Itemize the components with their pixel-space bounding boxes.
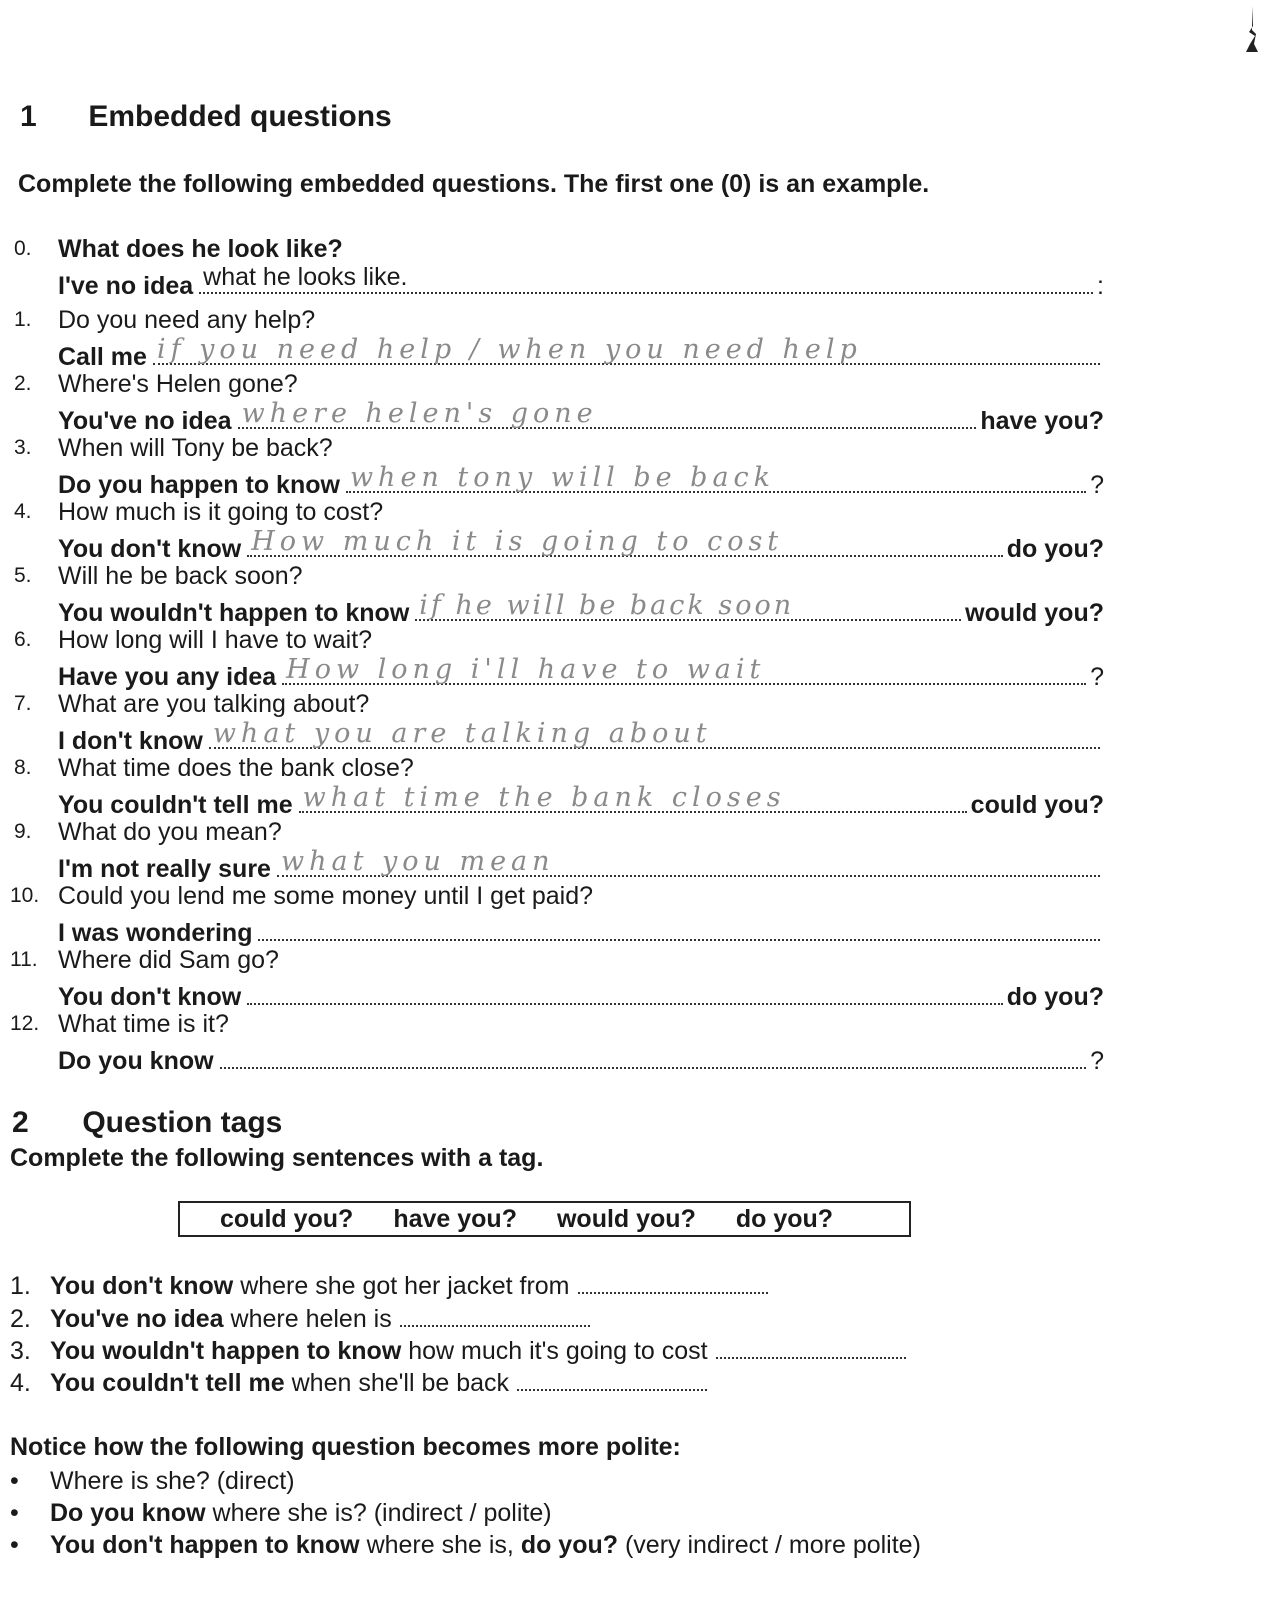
item-tail: do you? xyxy=(1006,535,1104,563)
bullet-text: Where is she? (direct) xyxy=(50,1467,295,1495)
item-prompt: You wouldn't happen to know xyxy=(58,599,410,627)
section-2-instruction: Complete the following sentences with a tag. xyxy=(10,1144,544,1172)
item-prompt: Do you happen to know xyxy=(58,471,340,499)
item-number: 4. xyxy=(14,500,32,523)
exercise-item xyxy=(10,1010,1104,1076)
exercise-item xyxy=(10,946,1104,1012)
section-1-heading xyxy=(20,100,392,134)
exercise-item xyxy=(14,434,1104,500)
bullet-icon: • xyxy=(10,1467,19,1495)
handwritten-answer: what you mean xyxy=(280,846,555,877)
item-prompt: You don't know xyxy=(58,535,242,563)
item-question: Where's Helen gone? xyxy=(58,370,298,398)
exercise-item xyxy=(14,818,1104,884)
answer-blank[interactable] xyxy=(716,1337,906,1359)
item-prompt: I was wondering xyxy=(58,919,253,947)
item-question: Will he be back soon? xyxy=(58,562,303,590)
item-tail: ? xyxy=(1090,1047,1104,1075)
handwritten-answer: what time the bank closes xyxy=(302,782,786,813)
answer-blank[interactable] xyxy=(299,782,967,813)
exercise-item xyxy=(14,626,1104,692)
item-question: Do you need any help? xyxy=(58,306,316,334)
answer-blank[interactable] xyxy=(199,263,1093,294)
notice-heading: Notice how the following question becomes more polite: xyxy=(10,1433,681,1461)
section-1-title: Embedded questions xyxy=(88,100,392,133)
item-prompt: I don't know xyxy=(58,727,203,755)
section-1-number: 1 xyxy=(20,100,37,133)
scan-mark-icon xyxy=(1244,6,1260,52)
item-number: 3. xyxy=(10,1337,31,1365)
bullet-item xyxy=(10,1467,295,1496)
tag-exercise-item xyxy=(10,1305,590,1334)
answer-blank[interactable] xyxy=(517,1369,707,1391)
item-number: 8. xyxy=(14,756,32,779)
answer-blank[interactable] xyxy=(209,718,1100,749)
item-tail: have you? xyxy=(980,407,1104,435)
item-prompt: Call me xyxy=(58,343,147,371)
item-prompt: You couldn't tell me xyxy=(58,791,293,819)
item-prompt: I'm not really sure xyxy=(58,855,271,883)
item-question: What time does the bank close? xyxy=(58,754,414,782)
exercise-item xyxy=(14,754,1104,820)
tag-option: do you? xyxy=(735,1204,834,1233)
handwritten-answer: where helen's gone xyxy=(241,398,598,429)
exercise-item xyxy=(14,235,1104,301)
exercise-item xyxy=(14,498,1104,564)
item-number: 6. xyxy=(14,628,32,651)
item-question: What are you talking about? xyxy=(58,690,370,718)
exercise-item xyxy=(14,306,1104,372)
answer-blank[interactable] xyxy=(400,1305,590,1327)
item-number: 3. xyxy=(14,436,32,459)
answer-blank[interactable] xyxy=(247,978,1003,1005)
bullet-text: where she is, xyxy=(366,1531,514,1559)
bullet-icon: • xyxy=(10,1531,19,1559)
exercise-item xyxy=(14,562,1104,628)
bullet-text: where she is? (indirect / polite) xyxy=(212,1499,552,1527)
answer-blank[interactable] xyxy=(415,590,961,621)
item-number: 1. xyxy=(10,1272,31,1300)
tag-option: would you? xyxy=(556,1204,696,1233)
exercise-item xyxy=(10,882,1104,948)
answer-blank[interactable] xyxy=(220,1042,1087,1069)
handwritten-answer: when tony will be back xyxy=(349,462,776,493)
bullet-bold: Do you know xyxy=(50,1499,206,1527)
item-prompt: You don't know xyxy=(58,983,242,1011)
item-tail: could you? xyxy=(970,791,1104,819)
item-question: What does he look like? xyxy=(58,235,343,263)
item-tail: ? xyxy=(1090,471,1104,499)
item-text: where she got her jacket from xyxy=(240,1272,570,1300)
item-number: 2. xyxy=(14,372,32,395)
item-question: What time is it? xyxy=(58,1010,229,1038)
item-prompt: You couldn't tell me xyxy=(50,1369,285,1397)
exercise-item xyxy=(14,370,1104,436)
item-number: 1. xyxy=(14,308,32,331)
item-prompt: You wouldn't happen to know xyxy=(50,1337,402,1365)
answer-blank[interactable] xyxy=(247,526,1003,557)
item-question: How long will I have to wait? xyxy=(58,626,373,654)
item-tail: : xyxy=(1097,272,1104,300)
tag-exercise-item xyxy=(10,1337,906,1366)
example-answer: what he looks like. xyxy=(203,263,408,291)
item-prompt: Do you know xyxy=(58,1047,214,1075)
item-number: 7. xyxy=(14,692,32,715)
item-prompt: Have you any idea xyxy=(58,663,277,691)
item-text: when she'll be back xyxy=(291,1369,510,1397)
item-question: Could you lend me some money until I get paid? xyxy=(58,882,594,910)
item-number: 10. xyxy=(10,884,40,907)
item-tail: would you? xyxy=(965,599,1104,627)
tag-option: could you? xyxy=(220,1204,354,1233)
handwritten-answer: if you need help / when you need help xyxy=(156,334,862,365)
handwritten-answer: what you are talking about xyxy=(212,718,712,749)
item-text: how much it's going to cost xyxy=(408,1337,708,1365)
tag-option: have you? xyxy=(393,1204,517,1233)
answer-blank[interactable] xyxy=(346,462,1086,493)
answer-blank[interactable] xyxy=(153,334,1100,365)
item-question: How much is it going to cost? xyxy=(58,498,384,526)
handwritten-answer: How long i'll have to wait xyxy=(286,654,766,685)
exercise-item xyxy=(14,690,1104,756)
answer-blank[interactable] xyxy=(277,846,1100,877)
item-number: 0. xyxy=(14,237,32,260)
item-question: When will Tony be back? xyxy=(58,434,333,462)
bullet-icon: • xyxy=(10,1499,19,1527)
item-prompt: I've no idea xyxy=(58,272,194,300)
item-number: 4. xyxy=(10,1369,31,1397)
section-2-number: 2 xyxy=(12,1106,29,1139)
answer-blank[interactable] xyxy=(238,398,977,429)
item-prompt: You've no idea xyxy=(50,1305,224,1333)
item-tail: do you? xyxy=(1006,983,1104,1011)
bullet-item xyxy=(10,1531,921,1560)
handwritten-answer: How much it is going to cost xyxy=(251,526,784,557)
handwritten-answer: if he will be back soon xyxy=(419,590,795,621)
bullet-text-note: (very indirect / more polite) xyxy=(624,1531,921,1559)
item-number: 5. xyxy=(14,564,32,587)
answer-blank[interactable] xyxy=(282,654,1086,685)
item-text: where helen is xyxy=(230,1305,392,1333)
section-2-title: Question tags xyxy=(82,1106,283,1139)
tag-exercise-item xyxy=(10,1272,768,1301)
item-number: 2. xyxy=(10,1305,31,1333)
item-prompt: You've no idea xyxy=(58,407,232,435)
tag-word-box xyxy=(178,1201,911,1237)
item-number: 11. xyxy=(10,948,38,971)
item-prompt: You don't know xyxy=(50,1272,234,1300)
answer-blank[interactable] xyxy=(258,914,1100,941)
item-number: 12. xyxy=(10,1012,40,1035)
bullet-item xyxy=(10,1499,552,1528)
bullet-bold: You don't happen to know xyxy=(50,1531,360,1559)
section-2-heading xyxy=(12,1106,282,1140)
item-number: 9. xyxy=(14,820,32,843)
section-1-instruction: Complete the following embedded questions. The first one (0) is an example. xyxy=(18,170,930,198)
answer-blank[interactable] xyxy=(578,1272,768,1294)
bullet-bold-tag: do you? xyxy=(520,1531,619,1559)
item-question: Where did Sam go? xyxy=(58,946,279,974)
tag-exercise-item xyxy=(10,1369,707,1398)
item-question: What do you mean? xyxy=(58,818,282,846)
item-tail: ? xyxy=(1090,663,1104,691)
